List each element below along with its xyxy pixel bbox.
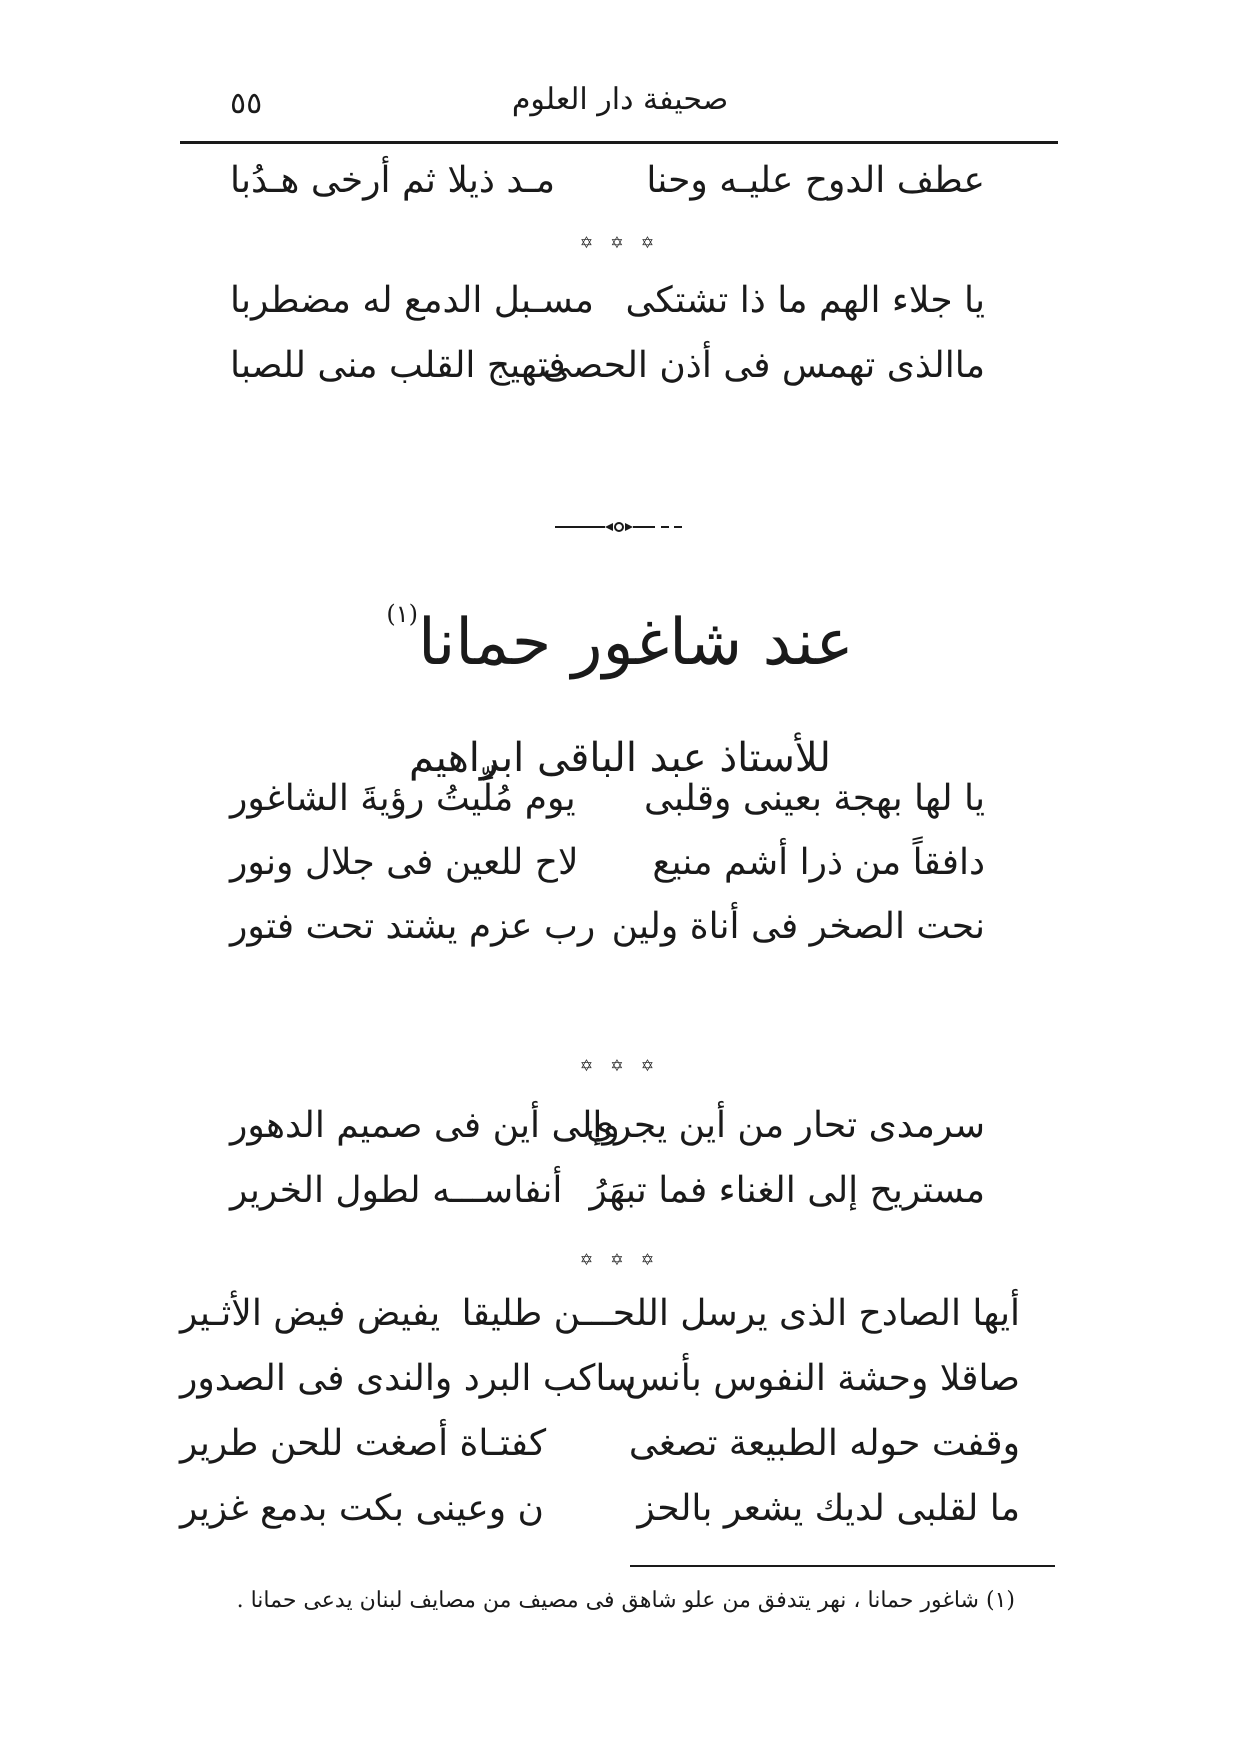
separator-stars: ✡ ✡ ✡ <box>579 1250 661 1269</box>
verse-hemistich-second: يوم مُلِّيتُ رؤيةَ الشاغور <box>230 778 576 819</box>
verse-hemistich-second: ساكب البرد والندى فى الصدور <box>180 1358 637 1399</box>
verse-hemistich-second: وإلى أين فى صميم الدهور <box>230 1105 620 1146</box>
header-rule <box>180 141 1058 144</box>
poem-title <box>300 600 940 680</box>
verse-hemistich-first: ماالذى تهمس فى أذن الحصى <box>542 345 985 386</box>
verse-hemistich-first: مستريح إلى الغناء فما تبهَرُ <box>589 1170 985 1211</box>
verse-hemistich-first: أيها الصادح الذى يرسل اللحـــن طليقا <box>461 1293 1020 1334</box>
verse-hemistich-second: أنفاســـه لطول الخرير <box>230 1170 563 1211</box>
poem-title-text: عند شاغور حمانا <box>417 606 854 680</box>
verse-hemistich-first: يا لها بهجة بعينى وقلبى <box>644 778 985 819</box>
verse-hemistich-second: كفتـاة أصغت للحن طرير <box>180 1423 547 1464</box>
verse-hemistich-second: يفيض فيض الأثـير <box>180 1293 441 1334</box>
verse-hemistich-first: دافقاً من ذرا أشم منيع <box>652 842 985 883</box>
verse-hemistich-first: سرمدى تحار من أين يجرى <box>585 1105 985 1146</box>
separator-stars: ✡ ✡ ✡ <box>579 233 661 252</box>
page-number: ٥٥ <box>230 86 263 121</box>
verse-hemistich-second: مسـبل الدمع له مضطربا <box>230 280 594 321</box>
verse-hemistich-second: ن وعينى بكت بدمع غزير <box>180 1488 544 1529</box>
verse-hemistich-first: نحت الصخر فى أناة ولين <box>611 906 985 947</box>
verse-hemistich-second: رب عزم يشتد تحت فتور <box>230 906 596 947</box>
page-header <box>180 82 1060 130</box>
verse-hemistich-second: مـد ذيلا ثم أرخى هـدُبا <box>230 160 556 201</box>
journal-title: صحيفة دار العلوم <box>511 82 729 117</box>
verse-hemistich-second: فتهيج القلب منى للصبا <box>230 345 566 386</box>
verse-hemistich-second: لاح للعين فى جلال ونور <box>230 842 579 883</box>
separator-stars: ✡ ✡ ✡ <box>579 1056 661 1075</box>
verse-hemistich-first: صاقلا وحشة النفوس بأنس <box>624 1358 1020 1399</box>
verse-hemistich-first: ما لقلبى لديك يشعر بالحز <box>637 1488 1020 1529</box>
verse-hemistich-first: يا جلاء الهم ما ذا تشتكى <box>625 280 985 321</box>
footnote-marker: (١) <box>386 600 418 628</box>
poet-name: للأستاذ عبد الباقى ابراهيم <box>409 735 831 781</box>
ornament-divider <box>555 520 683 534</box>
footnote-rule <box>630 1565 1055 1567</box>
verse-hemistich-first: وقفت حوله الطبيعة تصغى <box>628 1423 1020 1464</box>
verse-hemistich-first: عطف الدوح عليـه وحنا <box>646 160 985 201</box>
footnote: (١) شاغور حمانا ، نهر يتدفق من علو شاهق فى مصيف من مصايف لبنان يدعى حمانا . <box>236 1588 1015 1613</box>
